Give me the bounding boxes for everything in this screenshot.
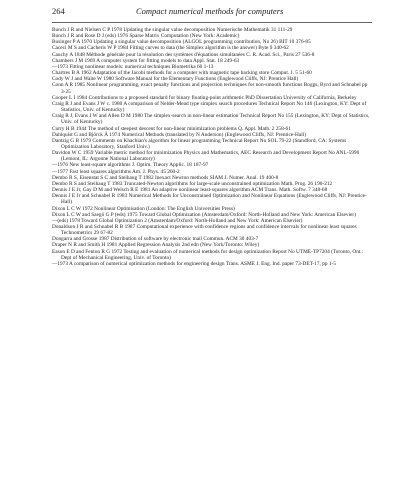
page-number: 264: [52, 6, 65, 16]
reference-entry: Dembo R S and Steihaug T 1983 Truncated-Newton algorithms for large-scale unconstrained optimization Math. Prog. 26 190-212: [52, 180, 333, 187]
reference-entry: —1976 New least-square algorithms J. Optim. Theory Applic. 18 187-97: [52, 162, 209, 169]
running-header: [52, 6, 372, 23]
reference-entry: Eason E D and Fenton R G 1972 Testing and evaluation of numerical methods for design optimization Report No UTME-TP7204 (Toronto, Ont.: Dept of Mechanical Engineering, Univ. of Toronto): [52, 248, 364, 261]
reference-entry: Cody W J and Waite W 1980 Software Manual for the Elementary Functions (Englewood Cliffs, NJ: Prentice Hall): [52, 76, 299, 83]
page: [52, 6, 372, 267]
reference-entry: Chartres B A 1962 Adaptation of the Jacobi methods for a computer with magnetic tape backing store Comput. J. 5 51-60: [52, 70, 312, 77]
reference-list: [52, 27, 372, 267]
reference-entry: Cooper L I 1984 Contributions to a proposed standard for binary floating-point arithmetic PhD Dissertation University of California, Berkeley: [52, 94, 357, 101]
reference-entry: Dennis J E Jr and Schnabel R 1983 Numerical Methods for Unconstrained Optimization and Nonlinear Equations (Englewood Cliffs, NJ: Prentice-Hall): [52, 193, 367, 206]
reference-entry: Chambers J M 1969 A computer system for fitting models to data Appl. Stat. 18 249-63: [52, 57, 240, 64]
reference-entry: Bunch J R and Nielsen C P 1978 Updating the singular value decomposition Numerische Mathematik 31 111-29: [52, 27, 293, 33]
reference-entry: Donaldson J R and Schnabel R B 1987 Computational experience with confidence regions and confidence intervals for nonlinear least squares Technometrics 29 67-82: [52, 224, 357, 237]
reference-entry: Dennis J E Jr, Gay D M and Welsch R E 1981 An adaptive nonlinear least-squares algorithm ACM Trans. Math. Softw. 7 348-68: [52, 187, 328, 194]
reference-entry: —1973 A comparison of numerical optimization methods for engineering design Trans. ASME J. Eng. Ind. paper 73-DET-17, pp 1-5: [52, 260, 337, 267]
reference-entry: Draper N R and Smith H 1981 Applied Regression Analysis 2nd edn (New York/Toronto: Wiley): [52, 242, 260, 249]
reference-entry: Businger P A 1970 Updating a singular value decomposition (ALGOL programming contribution, No 26) BIT 10 376-85: [52, 39, 311, 46]
reference-entry: —(eds) 1978 Toward Global Optimization 2 (Amsterdam/Oxford: North-Holland and New York: American Elsevier): [52, 217, 303, 224]
reference-entry: Conn A R 1985 Nonlinear programming, exact penalty functions and projection techniques for non-smooth functions Boggs, Byrd and Schnabel pp 3-25: [52, 82, 368, 95]
reference-entry: —1973 Fitting nonlinear models: numerical techniques Biometrika 60 1-13: [52, 63, 214, 70]
reference-entry: Davidon W C 1959 Variable metric method for minimization Physics and Mathematics, AEC Research and Development Report No ANL-5990 (Lemont, IL: Argonne National Laboratory): [52, 150, 360, 163]
reference-entry: Dantzig G B 1979 Comments on Khachian's algorithm for linear programming Technical Report No SOL 79-22 (Standford, CA: Systems Optimization Laboratory, Stanford Univ.): [52, 137, 347, 150]
reference-entry: Curry H B 1944 The method of steepest descent for non-linear minimization problems Q. Appl. Math. 2 258-61: [52, 125, 291, 132]
reference-entry: Craig R J and Evans J W c. 1980 A comparison of Nelder-Mead type simplex search procedures Technical Report No 146 (Lexington, KY: Dept of Statistics, Univ. of Kentucky): [52, 100, 367, 114]
reference-entry: Dahlquist G and Björck Å 1974 Numerical Methods (translated by N Anderson) (Englewood Cliffs, NJ: Prentice-Hall): [52, 131, 306, 138]
reference-entry: Caceci M S and Cacheris W P 1984 Fitting curves to data (the Simplex algorithm is the answer) Byte 9 340-62: [52, 45, 289, 52]
reference-entry: Dixon L C W 1972 Nonlinear Optimisation (London: The English Universities Press): [52, 205, 235, 212]
reference-entry: Dongarra and Grosse 1987 Distribution of software by electronic mail Commun. ACM 30 403-7: [52, 236, 259, 243]
reference-entry: Dembo R S, Eisenstat S C and Steihaug T 1982 Inexact Newton methods SIAM J. Numer. Anal. 19 400-8: [52, 174, 279, 181]
running-title: Compact numerical methods for computers: [136, 6, 284, 16]
reference-entry: Dixon L C W and Szegö G P (eds) 1975 Toward Global Optimization (Amsterdam/Oxford: North-Holland and New York: American Elsevier): [52, 211, 356, 218]
reference-entry: Bunch J R and Rose D J (eds) 1976 Sparse Matrix Computation (New York: Academic): [52, 33, 240, 40]
reference-entry: —1977 Fast least squares algorithms Am. J. Phys. 45 260-2: [52, 168, 180, 175]
reference-entry: Craig R J, Evans J W and Allen D M 1980 The simplex-search in non-linear estimation Technical Report No 155 (Lexington, KY: Dept of Statistics, Univ. of Kentucky): [52, 113, 370, 126]
reference-entry: Cauchy A 1848 Méthode générale pour la résolution des systèmes d'équations simultanées C. R. Acad. Sci., Paris 27 536-8: [52, 51, 315, 58]
